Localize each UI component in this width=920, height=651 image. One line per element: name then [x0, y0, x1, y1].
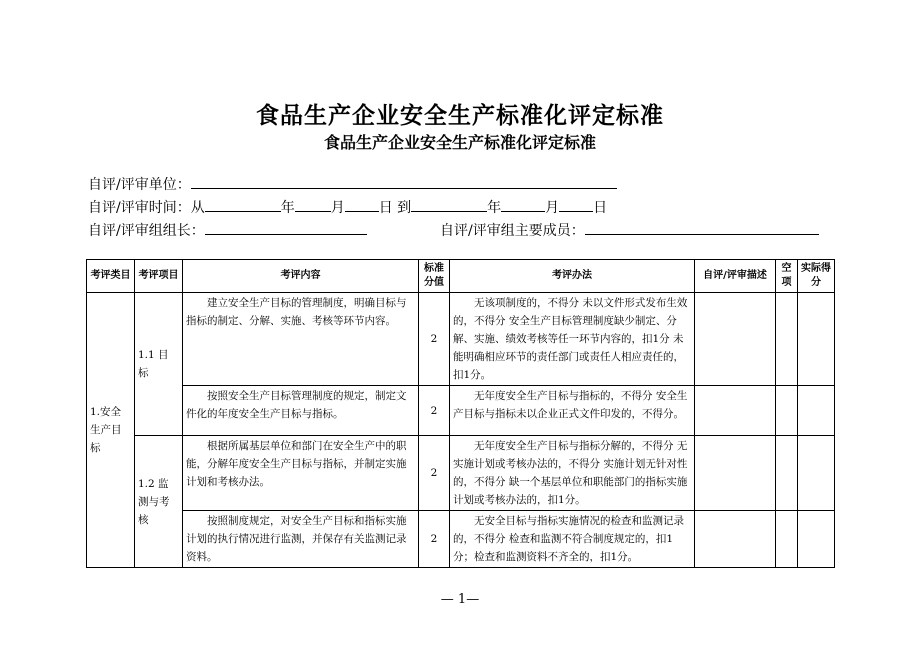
empty-cell[interactable] [776, 386, 798, 436]
header-description: 自评/评审描述 [695, 260, 776, 293]
members-line [440, 220, 819, 240]
header-content: 考评内容 [183, 260, 419, 293]
from-day-field[interactable] [345, 197, 379, 212]
description-cell[interactable] [695, 511, 776, 568]
content-cell: 按照安全生产目标管理制度的规定，制定文件化的年度安全生产目标与指标。 [183, 386, 419, 436]
category-cell: 1.安全生产目标 [87, 293, 135, 568]
month-label: 月 [545, 200, 560, 216]
day-label: 日 [593, 200, 608, 216]
header-item: 考评项目 [135, 260, 183, 293]
score-cell: 2 [419, 293, 450, 386]
month-label: 月 [330, 200, 345, 216]
actual-score-cell[interactable] [798, 386, 835, 436]
method-cell: 无安全目标与指标实施情况的检查和监测记录的，不得分 检查和监测不符合制度规定的，扣1分；检查和监测资料不齐全的，扣1分。 [450, 511, 695, 568]
year-label: 年 [487, 200, 502, 216]
year-label: 年 [280, 200, 295, 216]
to-month-field[interactable] [501, 197, 545, 212]
empty-cell[interactable] [776, 293, 798, 386]
leader-line [88, 220, 367, 240]
page-number: — 1— [440, 592, 480, 607]
page-subtitle: 食品生产企业安全生产标准化评定标准 [323, 133, 596, 152]
leader-label: 自评/评审组组长： [88, 223, 205, 239]
table-row [87, 293, 835, 386]
empty-cell[interactable] [776, 511, 798, 568]
table-header-row [87, 260, 835, 293]
unit-line [88, 174, 617, 194]
header-method: 考评办法 [450, 260, 695, 293]
score-cell: 2 [419, 436, 450, 511]
day-label: 日 [378, 200, 393, 216]
content-cell: 按照制度规定，对安全生产目标和指标实施计划的执行情况进行监测，并保存有关监测记录资料。 [183, 511, 419, 568]
members-label: 自评/评审组主要成员： [440, 223, 585, 239]
content-cell: 根据所属基层单位和部门在安全生产中的职能，分解年度安全生产目标与指标，并制定实施计划和考核办法。 [183, 436, 419, 511]
header-score: 标准分值 [419, 260, 450, 293]
actual-score-cell[interactable] [798, 436, 835, 511]
empty-cell[interactable] [776, 436, 798, 511]
description-cell[interactable] [695, 386, 776, 436]
actual-score-cell[interactable] [798, 293, 835, 386]
item-cell: 1.2 监测与考核 [135, 436, 183, 568]
evaluation-table [86, 259, 835, 568]
unit-field[interactable] [191, 174, 617, 189]
from-year-field[interactable] [205, 197, 281, 212]
table-row [87, 511, 835, 568]
time-line [88, 197, 607, 217]
to-label: 到 [397, 200, 412, 216]
members-field[interactable] [585, 220, 819, 235]
score-cell: 2 [419, 511, 450, 568]
header-category: 考评类目 [87, 260, 135, 293]
header-actual-score: 实际得分 [798, 260, 835, 293]
item-cell: 1.1 目标 [135, 293, 183, 436]
method-cell: 无该项制度的，不得分 未以文件形式发布生效的，不得分 安全生产目标管理制度缺少制定、分解、实施、绩效考核等任一环节内容的，扣1分 未能明确相应环节的责任部门或责任人相应责任的，扣1分。 [450, 293, 695, 386]
time-label: 自评/评审时间：从 [88, 200, 205, 216]
to-year-field[interactable] [411, 197, 487, 212]
score-cell: 2 [419, 386, 450, 436]
leader-field[interactable] [205, 220, 367, 235]
description-cell[interactable] [695, 436, 776, 511]
actual-score-cell[interactable] [798, 511, 835, 568]
method-cell: 无年度安全生产目标与指标分解的，不得分 无实施计划或考核办法的，不得分 实施计划无针对性的，不得分 缺一个基层单位和职能部门的指标实施计划或考核办法的，扣1分。 [450, 436, 695, 511]
to-day-field[interactable] [559, 197, 593, 212]
description-cell[interactable] [695, 293, 776, 386]
method-cell: 无年度安全生产目标与指标的，不得分 安全生产目标与指标未以企业正式文件印发的，不得分。 [450, 386, 695, 436]
page-title: 食品生产企业安全生产标准化评定标准 [256, 103, 664, 129]
table-row [87, 436, 835, 511]
content-cell: 建立安全生产目标的管理制度，明确目标与指标的制定、分解、实施、考核等环节内容。 [183, 293, 419, 386]
unit-label: 自评/评审单位： [88, 177, 191, 193]
from-month-field[interactable] [295, 197, 331, 212]
header-empty: 空项 [776, 260, 798, 293]
table-row [87, 386, 835, 436]
